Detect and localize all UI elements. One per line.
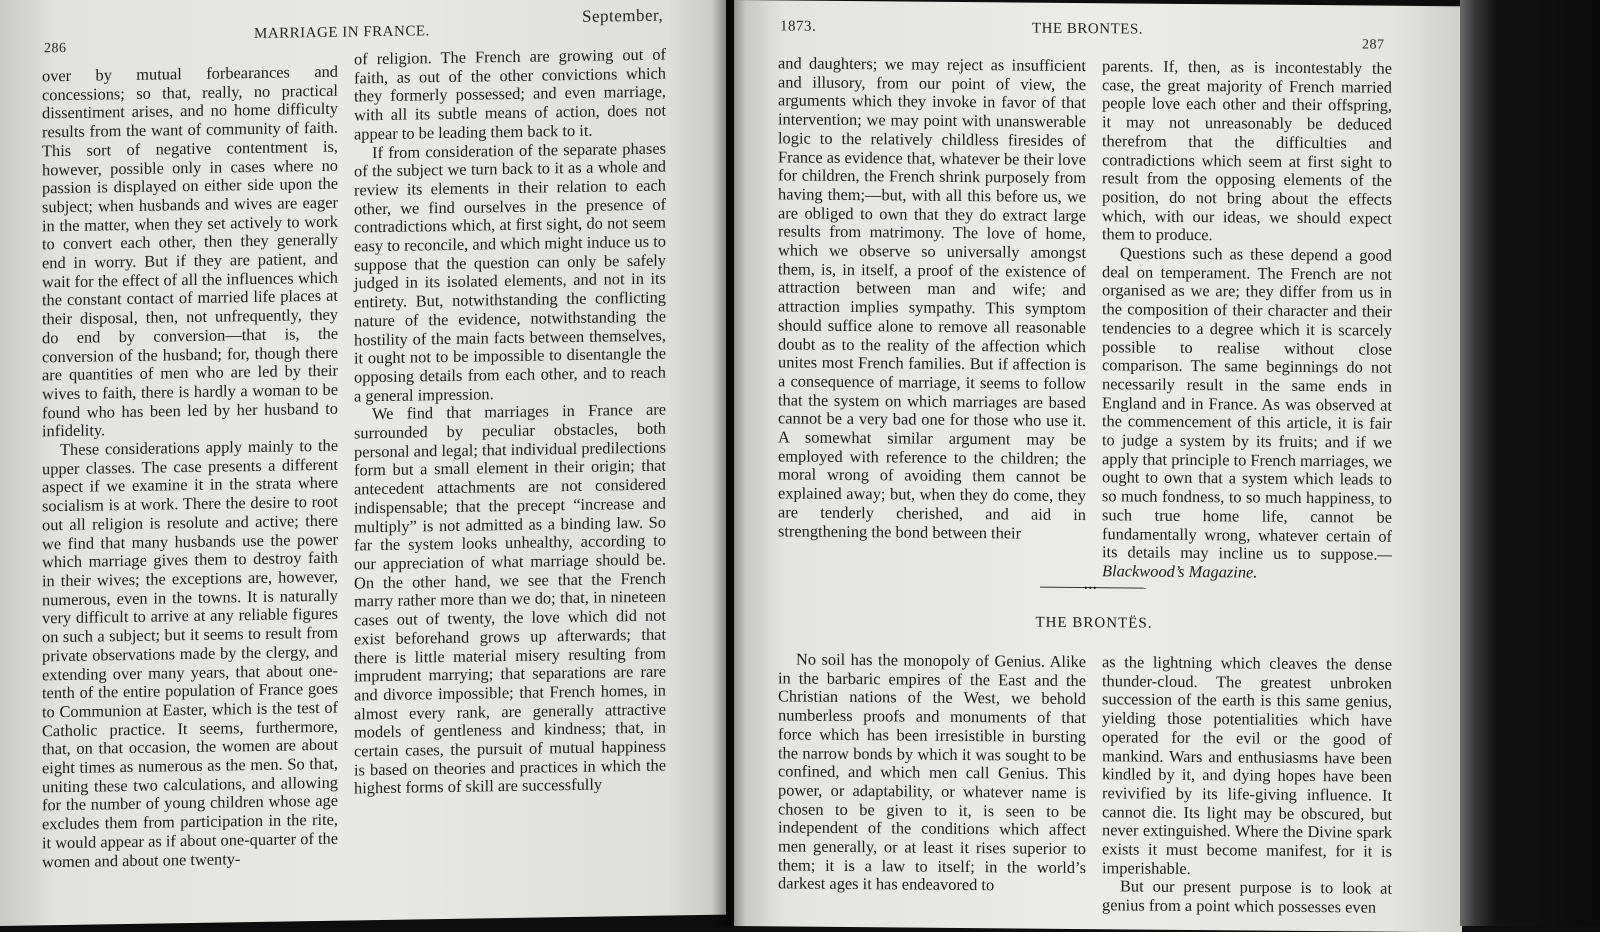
paragraph: as the lightning which cleaves the dense thunder-cloud. The greatest unbroken succession of the earth is this same genius, yielding those potentialities which have operated for the evil or the good of mankind. Wars and enthusiasms have been kindled by it, and dying hopes have been revivified by its life-giving influence. It cannot die. Its light may be obscured, but never extinguished. Where the Divine spark exists it must become manifest, for it is imperishable.	[1102, 652, 1392, 878]
paragraph: But our present purpose is to look at genius from a point which possesses even	[1102, 876, 1392, 917]
section-divider: •••	[1040, 587, 1146, 589]
right-page	[734, 0, 1462, 932]
left-page-number: 286	[44, 40, 67, 57]
left-running-head	[0, 5, 726, 57]
book-gutter	[712, 0, 746, 926]
left-column-1	[42, 63, 338, 872]
section-column-2	[1102, 653, 1392, 917]
right-column-2	[1102, 57, 1392, 583]
attribution: —Blackwood’s Magazine.	[1102, 544, 1392, 582]
paragraph: If from consideration of the separate phases of the subject we turn back to it as a whole and review its elements in their relation to each other, we find ourselves in the presence of contradictions which, at first sight, do not seem easy to reconcile, and which might induce us to suppose that the question can only be safely judged in its isolated elements, and not in its entirety. But, notwithstanding the conflicting nature of the evidence, notwithstanding the hostility of the main facts between themselves, it ought not to be impossible to disentangle the opposing details from each other, and to reach a general impression.	[354, 138, 666, 406]
section-column-1	[778, 650, 1086, 896]
right-column-1	[778, 54, 1086, 543]
left-page	[0, 0, 726, 926]
paragraph: parents. If, then, as is incontestably the case, the great majority of French married people love each other and their offspring, it may not unreasonably be deduced therefrom that the difficulties and contradictions which seem at first sight to result from the opposing elements of the position, do not bring about the effects which, with our ideas, we should expect them to produce.	[1102, 56, 1392, 245]
left-running-title: MARRIAGE IN FRANCE.	[254, 23, 430, 43]
right-running-head	[734, 16, 1462, 53]
left-column-2	[354, 46, 666, 799]
paragraph: of religion. The French are growing out of faith, as out of the other convictions which they formerly possessed; and even marriage, with all its subtle means of action, does not appear to be leading them back to it.	[354, 44, 666, 144]
book-edge	[1460, 0, 1600, 926]
paragraph: No soil has the monopoly of Genius. Alike in the barbaric empires of the East and the Christian nations of the West, we behold numberless proofs and monuments of that force which has been irresistible in bursting the narrow bonds by which it was sought to be confined, and which men call Genius. This power, or adaptability, or whatever name is chosen to be given to it, is seen to be independent of the conditions which affect men generally, or at least it rises superior to them; it is a law to itself; in the world’s darkest ages it has endeavored to	[778, 649, 1086, 895]
paragraph: and daughters; we may reject as insufficient and illusory, from our point of view, the arguments which they invoke in favor of that intervention; we may point with unanswerable logic to the relatively childless firesides of France as evidence that, whatever be their love for children, the French shrink purposely from having them;—but, with all this before us, we are obliged to own that they do extract large results from matrimony. The love of home, which we observe so universally amongst them, is, in itself, a proof of the existence of attraction between man and wife; and attraction implies sympathy. This symptom should suffice alone to remove all reasonable doubt as to the reality of the affection which unites most French families. But if affection is a consequence of marriage, it seems to follow that the system on which marriages are based cannot be a very bad one for those who use it. A somewhat similar argument may be employed with reference to the children; the moral wrong of avoiding them cannot be explained away; but, when they do come, they are tenderly cherished, and aid in strengthening the bond between their	[778, 53, 1086, 543]
section-title: THE BRONTËS.	[1035, 614, 1153, 632]
right-running-title: THE BRONTES.	[1032, 20, 1143, 38]
paragraph: We find that marriages in France are surrounded by peculiar obstacles, both personal and legal; that individual predilections form but a small element in their origin; that antecedent attachments are not considered indispensable; that the precept “increase and multiply” is not admitted as a binding law. So far the system looks unhealthy, according to our appreciation of what marriage should be. On the other hand, we see that the French marry rather more than we do; that, in nineteen cases out of twenty, the love which did not exist beforehand grows up afterwards; that there is little material misery resulting from imprudent marrying; that separations are rare and divorce impossible; that French homes, in almost every rank, are generally attractive models of gentleness and kindness; that, in certain cases, the pursuit of mutual happiness is based on theories and practices in which the highest forms of skill are successfully	[354, 399, 666, 798]
paragraph: over by mutual forbearances and concessions; so that, really, no practical dissentiment arises, and no home difficulty results from the want of community of faith. This sort of negative contentment is, however, possible only in cases where no passion is displayed on either side upon the subject; when husbands and wives are eager in the matter, when they set actively to work to convert each other, then they generally end in worry. But if they are patient, and wait for the effect of all the influences which the constant contact of married life places at their disposal, then, not unfrequently, they do end by conversion—that is, the conversion of the husband; for, though there are quantities of men who are led by their wives to faith, there is hardly a woman to be found who has been led by her husband to infidelity.	[42, 61, 338, 441]
right-year: 1873.	[780, 18, 817, 35]
paragraph: Questions such as these depend a good deal on temperament. The French are not organised as we are; they differ from us in the composition of their character and their tendencies to a degree which it is scarcely possible to realise without close comparison. The same beginnings do not necessarily result in the same ends in England and in France. As was observed at the commencement of this article, it is fair to judge a system by its fruits; and if we apply that principle to French marriages, we ought to own that a system which leads to so much fondness, to so much happiness, to such true home life, cannot be fundamentally wrong, whatever certain of its details may incline us to suppose.—Blackwood’s Magazine.	[1102, 243, 1392, 582]
right-page-number: 287	[1362, 37, 1385, 53]
paragraph: These considerations apply mainly to the upper classes. The case presents a different aspect if we examine it in the strata where socialism is at work. There the desire to root out all religion is resolute and active; there we find that many husbands use the power which marriage gives them to destroy faith in their wives; the exceptions are, however, numerous, even in the towns. It is naturally very difficult to arrive at any reliable figures on such a subject; but it seems to result from private observations made by the clergy, and extending over many years, that about one-tenth of the entire population of France goes to Communion at Easter, which is the test of Catholic practice. It seems, furthermore, that, on that occasion, the women are about eight times as numerous as the men. So that, uniting these two calculations, and allowing for the number of young children whose age excludes them from participation in the rite, it would appear as if about one-quarter of the women and about one twenty-	[42, 435, 338, 871]
left-month: September,	[582, 5, 664, 26]
